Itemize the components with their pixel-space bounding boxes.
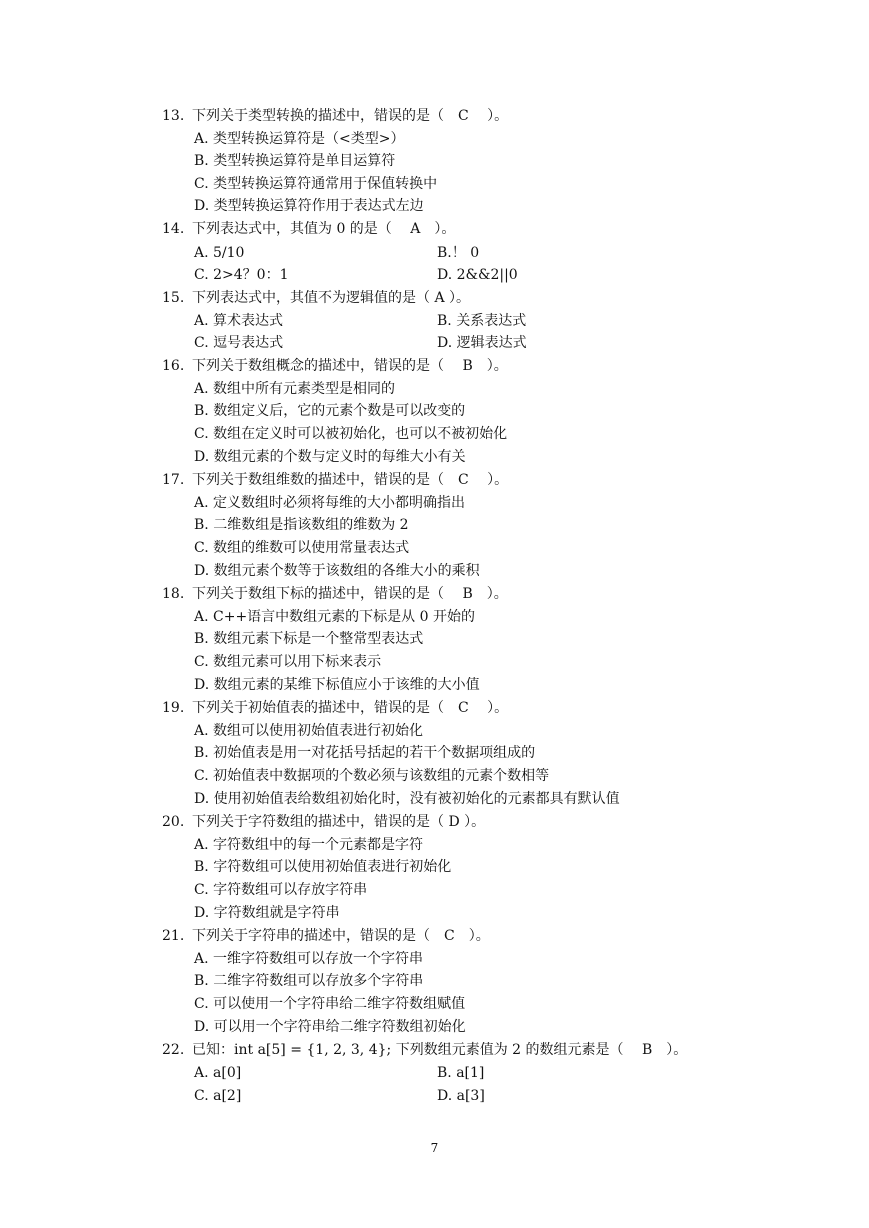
question-number: 20. [162,814,185,830]
option-a: A. a[0] [194,1065,242,1081]
option-d: D. 2&&2||0 [437,267,518,283]
question-number: 22. [162,1042,185,1058]
question-number: 21. [162,928,185,944]
option-c: C. 数组的维数可以使用常量表达式 [194,540,410,556]
option-d: D. 可以用一个字符串给二维字符数组初始化 [194,1019,466,1035]
question-stem: 下列表达式中，其值为 0 的是（ A ）。 [192,221,456,237]
question-number: 15. [162,290,185,306]
option-c: C. 2>4？0：1 [194,267,289,283]
question-number: 17. [162,472,185,488]
option-c: C. 初始值表中数据项的个数必须与该数组的元素个数相等 [194,768,550,784]
option-c: C. 数组在定义时可以被初始化，也可以不被初始化 [194,426,508,442]
option-c: C. 可以使用一个字符串给二维字符数组赋值 [194,996,466,1012]
question-stem: 下列关于字符串的描述中，错误的是（ C ）。 [192,928,490,944]
option-d: D. 数组元素个数等于该数组的各维大小的乘积 [194,563,480,579]
option-a: A. 字符数组中的每一个元素都是字符 [194,837,424,853]
option-b: B. a[1] [437,1065,485,1081]
question-stem: 下列关于数组概念的描述中，错误的是（ B ）。 [192,358,508,374]
question-number: 18. [162,586,185,602]
option-b: B. 初始值表是用一对花括号括起的若干个数据项组成的 [194,745,536,761]
option-b: B. 类型转换运算符是单目运算符 [194,153,396,169]
question-number: 13. [162,108,185,124]
option-b: B. 数组元素下标是一个整常型表达式 [194,631,424,647]
question-number: 19. [162,700,185,716]
option-d: D. a[3] [437,1088,485,1104]
option-b: B. 字符数组可以使用初始值表进行初始化 [194,859,452,875]
question-stem: 下列关于数组维数的描述中，错误的是（ C ）。 [192,472,509,488]
option-d: D. 数组元素的个数与定义时的每维大小有关 [194,449,466,465]
question-22 [162,1042,687,1058]
option-c: C. 数组元素可以用下标来表示 [194,654,382,670]
question-20 [162,814,485,830]
option-c: C. 字符数组可以存放字符串 [194,882,368,898]
question-21 [162,928,490,944]
option-b: B. 二维数组是指该数组的维数为 2 [194,517,409,533]
question-number: 14. [162,221,185,237]
option-a: A. 定义数组时必须将每维的大小都明确指出 [194,495,466,511]
page-number: 7 [430,1141,439,1155]
question-14 [162,221,455,237]
option-b: B. 关系表达式 [437,313,527,329]
question-stem: 下列表达式中，其值不为逻辑值的是（ A ）。 [192,290,471,306]
question-18 [162,586,508,602]
question-stem: 下列关于数组下标的描述中，错误的是（ B ）。 [192,586,508,602]
question-16 [162,358,508,374]
option-d: D. 使用初始值表给数组初始化时，没有被初始化的元素都具有默认值 [194,791,620,807]
question-stem: 下列关于初始值表的描述中，错误的是（ C ）。 [192,700,509,716]
option-c: C. 逗号表达式 [194,335,284,351]
option-a: A. 数组可以使用初始值表进行初始化 [194,723,424,739]
option-a: A. 类型转换运算符是（<类型>） [194,131,405,147]
option-a: A. 一维字符数组可以存放一个字符串 [194,951,424,967]
option-a: A. 5/10 [194,245,245,261]
question-number: 16. [162,358,185,374]
question-15 [162,290,470,306]
option-a: A. 数组中所有元素类型是相同的 [194,381,396,397]
question-13 [162,108,508,124]
option-a: A. 算术表达式 [194,313,284,329]
option-d: D. 类型转换运算符作用于表达式左边 [194,198,424,214]
option-b: B. 二维字符数组可以存放多个字符串 [194,973,424,989]
question-stem: 下列关于字符数组的描述中，错误的是（ D ）。 [192,814,486,830]
question-19 [162,700,508,716]
option-c: C. a[2] [194,1088,242,1104]
option-d: D. 逻辑表达式 [437,335,527,351]
option-a: A. C++语言中数组元素的下标是从 0 开始的 [194,609,475,625]
question-stem: 下列关于类型转换的描述中，错误的是（ C ）。 [192,108,509,124]
option-b: B. 数组定义后，它的元素个数是可以改变的 [194,403,466,419]
option-b: B.！ 0 [437,245,480,261]
option-d: D. 字符数组就是字符串 [194,905,340,921]
question-stem: 已知：int a[5] = {1, 2, 3, 4}; 下列数组元素值为 2 的数组元素是（ B ）。 [192,1042,688,1058]
option-c: C. 类型转换运算符通常用于保值转换中 [194,176,438,192]
question-17 [162,472,508,488]
option-d: D. 数组元素的某维下标值应小于该维的大小值 [194,677,480,693]
